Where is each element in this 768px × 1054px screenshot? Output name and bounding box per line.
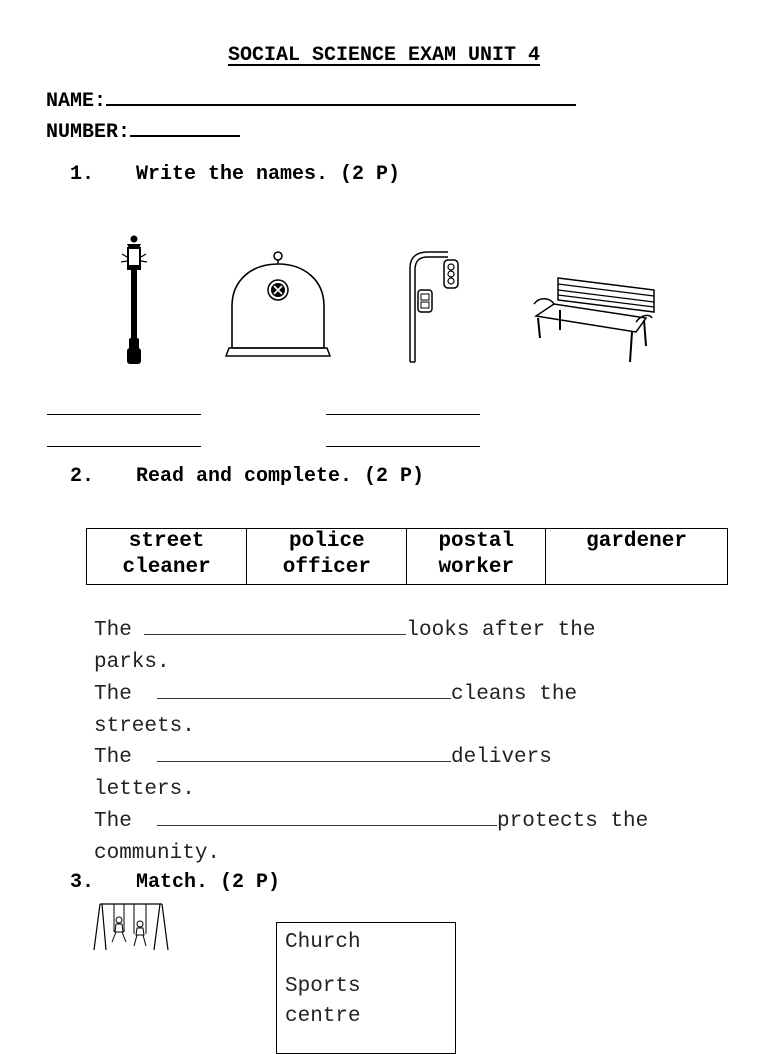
sentence-blank[interactable] — [157, 805, 497, 826]
number-field[interactable] — [46, 119, 240, 144]
question-1 — [70, 163, 400, 186]
match-option[interactable]: Church — [285, 931, 361, 954]
street-lamp-icon — [110, 234, 160, 366]
exam-title: SOCIAL SCIENCE EXAM UNIT 4 — [227, 44, 541, 67]
number-label: NUMBER: — [46, 121, 131, 144]
name-label: NAME: — [46, 90, 107, 113]
question-3-number: 3. — [70, 871, 95, 894]
sentence-blank[interactable] — [157, 741, 451, 762]
match-option-cont[interactable]: centre — [285, 1005, 361, 1028]
match-option[interactable]: Sports — [285, 975, 361, 998]
sentence-1: The looks after the parks. — [94, 614, 734, 679]
sentence-3: The delivers letters. — [94, 741, 734, 806]
question-3-text: Match. (2 P) — [136, 871, 281, 894]
sentence-blank[interactable] — [157, 678, 451, 699]
word-bank-cell: postal worker — [407, 529, 546, 585]
recycling-bin-icon — [226, 250, 336, 362]
answer-line[interactable] — [47, 414, 201, 415]
sentence-4: The protects the community. — [94, 805, 734, 870]
swing-set-icon — [92, 900, 170, 954]
word-bank-cell: gardener — [546, 529, 728, 585]
word-bank-cell: police officer — [247, 529, 407, 585]
question-1-text: Write the names. (2 P) — [136, 163, 401, 186]
name-field[interactable] — [46, 88, 576, 113]
answer-line[interactable] — [47, 446, 201, 447]
sentence-blank[interactable] — [144, 614, 406, 635]
match-options-box — [276, 922, 456, 1054]
word-bank-cell: street cleaner — [87, 529, 247, 585]
answer-line[interactable] — [326, 414, 480, 415]
bench-icon — [532, 274, 658, 366]
question-2-number: 2. — [70, 465, 95, 488]
question-3 — [70, 871, 280, 894]
word-bank-table — [86, 528, 728, 585]
number-line[interactable] — [130, 119, 240, 137]
sentence-2: The cleans the streets. — [94, 678, 734, 743]
question-1-number: 1. — [70, 163, 95, 186]
traffic-light-icon — [404, 250, 468, 364]
name-line[interactable] — [106, 88, 576, 106]
answer-line[interactable] — [326, 446, 480, 447]
question-2 — [70, 465, 424, 488]
question-2-text: Read and complete. (2 P) — [136, 465, 425, 488]
